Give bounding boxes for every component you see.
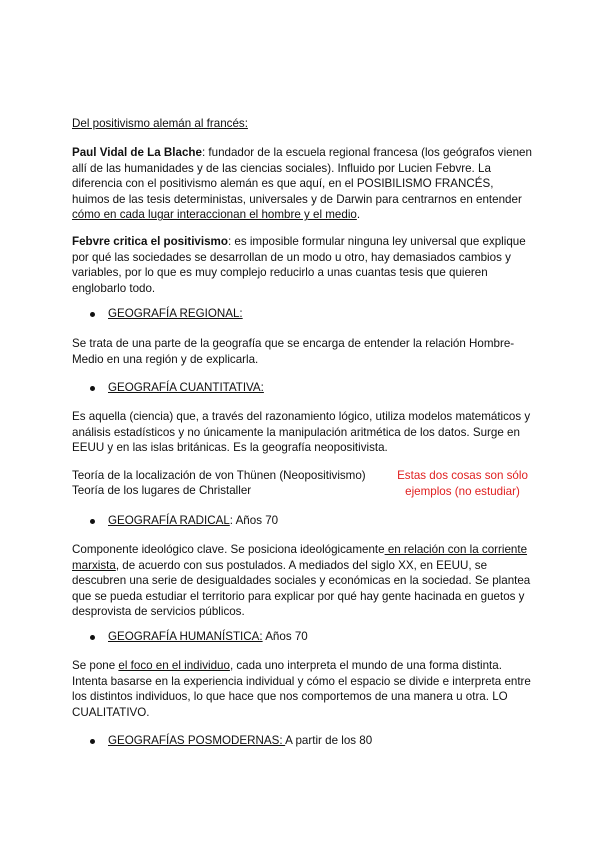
radical-body [72, 542, 532, 620]
radical-text: Componente ideológico clave. Se posiciona ideológicamente [72, 543, 385, 556]
bullet-dot-icon [90, 739, 95, 744]
humanistica-body [72, 658, 532, 720]
paragraph-vidal [72, 145, 532, 223]
humanistica-text: Se pone [72, 659, 119, 672]
bullet-dot-icon [90, 635, 95, 640]
regional-body: Se trata de una parte de la geografía que se encarga de entender la relación Hombre-Medio en una región y de explicarla. [72, 337, 515, 366]
febvre-text: : es imposible formular ninguna ley universal que explique por qué las sociedades se desarrollan de un modo u otro, hay demasiados cambios y variables, por lo que es muy complejo reducirlo a unas cuantas tesis que quieren englobarlo todo. [72, 235, 526, 295]
paragraph-febvre [72, 234, 532, 296]
vidal-name: Paul Vidal de La Blache [72, 146, 202, 159]
radical-underlined: en relación con la corriente marxista [72, 543, 528, 572]
radical-suffix: : Años 70 [229, 514, 279, 527]
cuantitativa-body: Es aquella (ciencia) que, a través del razonamiento lógico, utiliza modelos matemáticos y análisis estadísticos y no únicamente la manipulación aritmética de los datos. Surge en EEUU y en las islas británicas. Es la geografía neopositivista. [72, 410, 531, 455]
humanistica-suffix: Años 70 [262, 630, 308, 643]
vidal-text: : fundador de la escuela regional francesa (los geógrafos vienen allí de las humanidades y de las ciencias sociales). Influido por Lucien Febvre. La diferencia con el positivismo alemán es que aquí, en el POSIBILISMO FRANCÉS, huimos de las tesis deterministas, universales y de Darwin para centrarnos en entender [72, 146, 532, 206]
humanistica-title: GEOGRAFÍA HUMANÍSTICA: [108, 630, 263, 643]
bullet-dot-icon [90, 519, 95, 524]
theory-thunen: Teoría de la localización de von Thünen (Neopositivismo) [72, 469, 366, 482]
regional-title: GEOGRAFÍA REGIONAL: [108, 307, 243, 320]
cuantitativa-title: GEOGRAFÍA CUANTITATIVA: [108, 381, 264, 394]
vidal-text-end: . [356, 208, 361, 222]
bullet-dot-icon [90, 312, 95, 317]
humanistica-text-end: , cada uno interpreta el mundo de una forma distinta. Intenta basarse en la experiencia individual y cómo el espacio se divide e interpreta entre los distintos individuos, lo que hace que nos comportemos de una manera u otra. LO CUALITATIVO. [72, 659, 531, 719]
vidal-underlined: cómo en cada lugar interaccionan el hombre y el medio [72, 208, 357, 222]
red-note: Estas dos cosas son sólo ejemplos (no estudiar) [397, 469, 528, 498]
posmodernas-suffix: A partir de los 80 [285, 734, 373, 747]
radical-title: GEOGRAFÍA RADICAL [108, 514, 230, 527]
section-heading: Del positivismo alemán al francés: [72, 117, 248, 130]
febvre-bold: Febvre critica el positivismo [72, 235, 228, 248]
radical-text-end: , de acuerdo con sus postulados. A mediados del siglo XX, en EEUU, se descubren una serie de desigualdades sociales y económicas en la sociedad. Se plantea que se pueda estudiar el territorio para explicar por qué hay gente hacinada en guetos y desprovista de servicios públicos. [72, 558, 531, 619]
bullet-dot-icon [90, 386, 95, 391]
posmodernas-title: GEOGRAFÍAS POSMODERNAS: [108, 734, 286, 747]
humanistica-underlined: el foco en el individuo [118, 659, 230, 672]
theory-christaller: Teoría de los lugares de Christaller [72, 484, 252, 497]
